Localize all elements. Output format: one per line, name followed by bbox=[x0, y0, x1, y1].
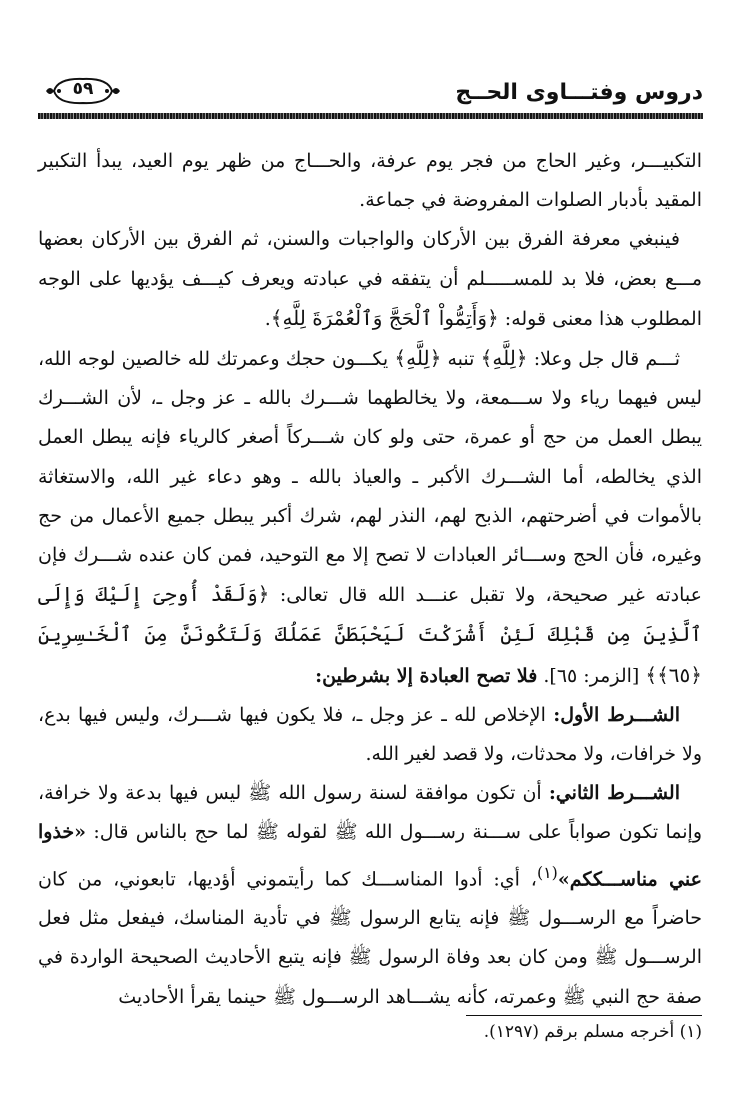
text-span: ، أي: أدوا المناســـك كما رأيتموني أؤديها، تابعوني، من كان حاضراً مع الرســـول ﷺ فإنه يتابع الرسول ﷺ في تأدية المناسك، فيفعل مثل فعل الرســـول ﷺ ومن كان بعد وفاة الرسول ﷺ فإنه يتبع الأحاديث الصحيحة الواردة في صفة حج النبي ﷺ وعمرته، كأنه يشـــاهد الرســـول ﷺ حينما يقرأ الأحاديث bbox=[38, 867, 702, 1008]
paragraph-1: التكبيـــر، وغير الحاج من فجر يوم عرفة، والحـــاج من ظهر يوم العيد، يبدأ التكبير المقيد بأدبار الصلوات المفروضة في جماعة. bbox=[38, 150, 702, 212]
quran-quote: ﴿لِلَّهِ﴾ bbox=[480, 346, 528, 371]
header-rule bbox=[38, 113, 703, 119]
text-span: أن تكون موافقة لسنة رسول الله ﷺ ليس فيها بدعة ولا خرافة، وإنما تكون صواباً على ســـنة رســـول الله ﷺ لقوله ﷺ لما حج بالناس قال: bbox=[38, 782, 702, 844]
text-span: ثـــم قال جل وعلا: bbox=[527, 348, 680, 371]
book-title: دروس وفتـــاوى الحــج bbox=[455, 80, 703, 105]
page-header bbox=[38, 76, 703, 116]
quran-quote: ﴿لِلَّهِ﴾ bbox=[394, 346, 442, 371]
condition-label: الشـــرط الثاني: bbox=[548, 782, 680, 805]
condition-label: الشـــرط الأول: bbox=[553, 703, 680, 726]
footnote-ref: (١) bbox=[536, 862, 558, 882]
paragraph-4 bbox=[38, 696, 702, 774]
verse-reference: [الزمر: ٦٥]. bbox=[537, 664, 646, 687]
bold-statement: فلا تصح العبادة إلا بشرطين: bbox=[315, 664, 538, 687]
text-span: تنبه bbox=[441, 348, 481, 371]
paragraph-2 bbox=[38, 220, 702, 339]
paragraph-3 bbox=[38, 339, 702, 696]
text-span: يكـــون حجك وعمرتك لله خالصين لوجه الله، ليس فيهما رياء ولا ســـمعة، ولا يخالطهما شـــرك بالله ـ عز وجل ـ، لأن الشـــرك يبطل العمل من حج أو عمرة، حتى ولو كان شـــركاً أصغر كالرياء فإنه يبطل العمل الذي يخالطه، أما الشـــرك الأكبر ـ والعياذ بالله ـ وهو دعاء غير الله، والاستغاثة بالأموات في أضرحتهم، الذبح لهم، النذر لهم، شرك أكبر يبطل جميع الأعمال من حج وغيره، فأن الحج وســـائر العبادات لا تصح إلا مع التوحيد، فمن كان عنده شـــرك فإن عبادته غير صحيحة، ولا تقبل عنـــد الله قال تعالى: bbox=[38, 348, 702, 607]
hadith-quote: «خذوا عني مناســـككم» bbox=[38, 821, 702, 890]
quran-quote: ﴿وَلَقَدْ أُوحِىَ إِلَيْكَ وَإِلَى ٱلَّذِينَ مِن قَبْلِكَ لَئِنْ أَشْرَكْتَ لَيَحْبَطَنَّ عَمَلُكَ وَلَتَكُونَنَّ مِنَ ٱلْخَـٰسِرِينَ ﴿٦٥﴾﴾ bbox=[38, 582, 702, 687]
text-span: الإخلاص لله ـ عز وجل ـ، فلا يكون فيها شـــرك، وليس فيها بدع، ولا خرافات، ولا محدثات، ولا قصد لغير الله. bbox=[38, 703, 702, 766]
paragraph-5 bbox=[38, 774, 702, 1017]
footnote-rule bbox=[466, 1015, 702, 1016]
quran-quote: ﴿وَأَتِمُّواْ ٱلْحَجَّ وَٱلْعُمْرَةَ لِلَّهِ﴾ bbox=[270, 305, 499, 330]
page-number-badge bbox=[44, 76, 122, 106]
footnote: (١) أخرجه مسلم برقم (١٢٩٧). bbox=[483, 1022, 702, 1042]
body-text bbox=[38, 142, 702, 1017]
text-span: فينبغي معرفة الفرق بين الأركان والواجبات والسنن، ثم الفرق بين الأركان بعضها مـــع بعض، فلا بد للمســـــلم أن يتفقه في عبادته ويعرف كيـــف يؤديها على الوجه المطلوب هذا معنى قوله: bbox=[38, 228, 702, 330]
page-number: ٥٩ bbox=[72, 79, 94, 99]
text-span: . bbox=[264, 307, 271, 330]
